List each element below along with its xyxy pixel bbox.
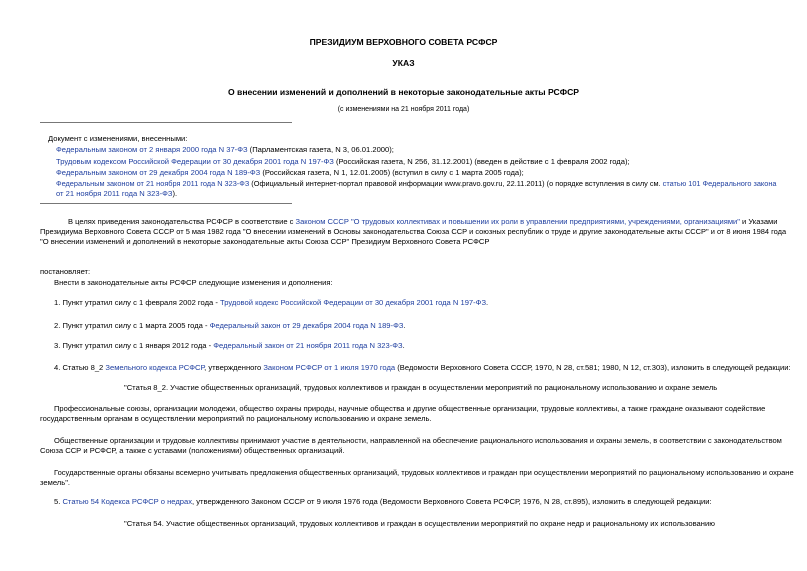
- article-8-2-title: "Статья 8_2. Участие общественных организаций, трудовых коллективов и граждан в осуществлении мероприятий по рациональному использованию и охране земель: [124, 383, 718, 392]
- article-8-2-para: земель".: [40, 478, 71, 487]
- article-8-2-para: государственным органам в осуществлении мероприятий по рациональному использованию и охране земель.: [40, 414, 432, 423]
- article-8-2-para: Профессиональные союзы, организации молодежи, общество охраны природы, научные общества и другие общественные организации, трудовые коллективы, а также граждане оказывают содействие: [54, 404, 766, 413]
- document-title: О внесении изменений и дополнений в некоторые законодательные акты РСФСР: [227, 87, 580, 97]
- change-item: Федеральным законом от 29 декабря 2004 года N 189-ФЗ (Российская газета, N 1, 12.01.2005) (вступил в силу с 1 марта 2005 года);: [56, 168, 524, 177]
- point-4: 4. Статью 8_2 Земельного кодекса РСФСР, утвержденного Законом РСФСР от 1 июля 1970 года (Ведомости Верховного Совета СССР, 1970, N 28, ст.581; 1980, N 12, ст.303), изложить в следующей редакции:: [54, 363, 791, 372]
- ussr-law-link[interactable]: Законом СССР "О трудовых коллективах и повышении их роли в управлении предприятиями, учреждениями, организациями": [295, 217, 740, 226]
- article-8-2-para: Государственные органы обязаны всемерно учитывать предложения общественных организаций, трудовых коллективов и граждан при осуществлении мероприятий по рациональному использованию и охране: [54, 468, 794, 477]
- land-code-link[interactable]: Земельного кодекса РСФСР: [105, 363, 205, 372]
- revision-note: (с изменениями на 21 ноября 2011 года): [337, 106, 470, 113]
- subsoil-code-link[interactable]: Статью 54 Кодекса РСФСР о недрах: [62, 497, 193, 506]
- point-2: 2. Пункт утратил силу с 1 марта 2005 года - Федеральный закон от 29 декабря 2004 года N 189-ФЗ.: [54, 321, 406, 330]
- point-3: 3. Пункт утратил силу с 1 января 2012 года - Федеральный закон от 21 ноября 2011 года N 323-ФЗ.: [54, 341, 405, 350]
- article-101-link[interactable]: статью 101 Федерального закона: [662, 179, 777, 188]
- decree-intro: Внести в законодательные акты РСФСР следующие изменения и дополнения:: [54, 278, 333, 287]
- change-link-323fz[interactable]: Федеральным законом от 21 ноября 2011 года N 323-ФЗ: [56, 179, 250, 188]
- point-5: 5. Статью 54 Кодекса РСФСР о недрах, утвержденного Законом СССР от 9 июля 1976 года (Ведомости Верховного Совета РСФСР, 1976, N 28, ст.895), изложить в следующей редакции:: [54, 497, 712, 506]
- preamble-line: "О внесении изменений и дополнений в некоторые законодательные акты Союза ССР" Президиум Верховного Совета РСФСР: [40, 237, 490, 246]
- changes-intro: Документ с изменениями, внесенными:: [48, 134, 188, 143]
- labor-code-link[interactable]: Трудовой кодекс Российской Федерации от 30 декабря 2001 года N 197-ФЗ: [220, 298, 487, 307]
- point-1: 1. Пункт утратил силу с 1 февраля 2002 года - Трудовой кодекс Российской Федерации от 30 декабря 2001 года N 197-ФЗ.: [54, 298, 489, 307]
- preamble-line: В целях приведения законодательства РСФСР в соответствие с Законом СССР "О трудовых коллективах и повышении их роли в управлении предприятиями, учреждениями, организациями" и Указами: [68, 217, 778, 226]
- top-divider: [40, 122, 292, 123]
- change-link-37fz[interactable]: Федеральным законом от 2 января 2000 года N 37-ФЗ: [56, 145, 248, 154]
- article-8-2-para: Общественные организации и трудовые коллективы принимают участие в деятельности, направленной на обеспечение рационального использования и охраны земель, в соответствии с законодательством: [54, 436, 782, 445]
- law-189fz-link[interactable]: Федеральный закон от 29 декабря 2004 года N 189-ФЗ: [209, 321, 404, 330]
- law-323fz-link[interactable]: Федеральный закон от 21 ноября 2011 года N 323-ФЗ: [213, 341, 403, 350]
- article-8-2-para: Союза ССР и РСФСР, а также с уставами (положениями) общественных организаций.: [40, 446, 345, 455]
- article-54-title: "Статья 54. Участие общественных организаций, трудовых коллективов и граждан в осуществлении мероприятий по охране недр и рациональному их использованию: [124, 519, 715, 528]
- presidium-heading: ПРЕЗИДИУМ ВЕРХОВНОГО СОВЕТА РСФСР: [309, 37, 498, 47]
- bottom-divider: [40, 203, 292, 204]
- change-item: Трудовым кодексом Российской Федерации от 30 декабря 2001 года N 197-ФЗ (Российская газета, N 256, 31.12.2001) (введен в действие с 1 февраля 2002 года);: [56, 157, 630, 166]
- doc-type-heading: УКАЗ: [392, 58, 415, 68]
- change-item: Федеральным законом от 21 ноября 2011 года N 323-ФЗ (Официальный интернет-портал правовой информации www.pravo.gov.ru, 22.11.2011) (о порядке вступления в силу см. статью 101 Федерального закона: [56, 179, 777, 188]
- change-link-323fz-cont[interactable]: от 21 ноября 2011 года N 323-ФЗ: [56, 189, 173, 198]
- change-link-197fz[interactable]: Трудовым кодексом Российской Федерации от 30 декабря 2001 года N 197-ФЗ: [56, 157, 334, 166]
- preamble-line: Президиума Верховного Совета СССР от 5 мая 1982 года "О внесении изменений в Основы законодательства Союза ССР и союзных республик о труде и другие законодательные акты СССР" и от 8 июня 1984 года: [40, 227, 787, 236]
- change-item: Федеральным законом от 2 января 2000 года N 37-ФЗ (Парламентская газета, N 3, 06.01.2000);: [56, 145, 394, 154]
- postanovlyaet: постановляет:: [40, 267, 91, 276]
- change-link-189fz[interactable]: Федеральным законом от 29 декабря 2004 года N 189-ФЗ: [56, 168, 261, 177]
- change-item-cont: от 21 ноября 2011 года N 323-ФЗ).: [56, 189, 178, 198]
- rsfsr-law-1970-link[interactable]: Законом РСФСР от 1 июля 1970 года: [263, 363, 396, 372]
